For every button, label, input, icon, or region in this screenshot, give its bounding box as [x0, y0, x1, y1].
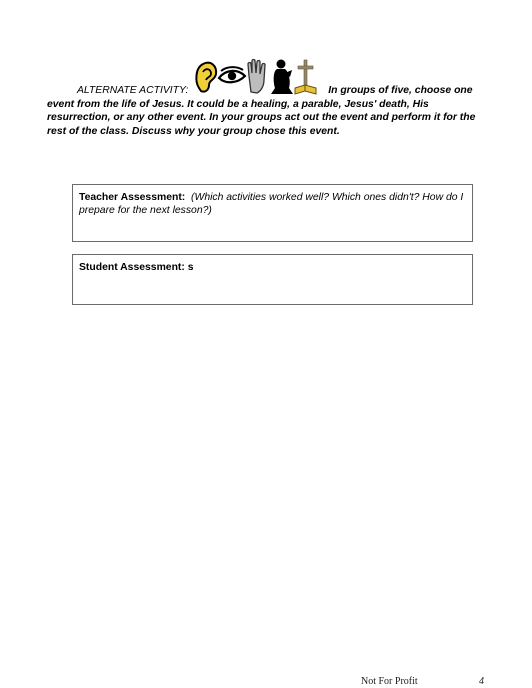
page-number: 4 — [479, 676, 484, 687]
alternate-activity — [47, 72, 487, 138]
eye-icon — [219, 67, 245, 82]
footer-text: Not For Profit — [361, 676, 418, 687]
student-assessment-box — [72, 254, 473, 305]
senses-icons — [193, 58, 321, 96]
activity-instructions: In groups of five, choose one event from the life of Jesus. It could be a healing, a parable, Jesus' death, His resurrection, or any other event. In your groups act out the event and perform it for the rest of the class. Discuss why your group chose this event. — [47, 85, 476, 137]
cross-bible-icon — [295, 60, 316, 94]
activity-heading: ALTERNATE ACTIVITY: — [77, 85, 189, 96]
ear-icon — [197, 63, 217, 92]
hand-icon — [248, 60, 265, 94]
student-assessment-label: Student Assessment: s — [79, 262, 194, 273]
teacher-assessment-label: Teacher Assessment: — [79, 192, 186, 203]
praying-figure-icon — [271, 60, 293, 95]
teacher-assessment-box — [72, 184, 473, 242]
teacher-assessment-prompt: (Which activities worked well? Which ones didn't? How do I prepare for the next lesson?) — [79, 192, 464, 216]
